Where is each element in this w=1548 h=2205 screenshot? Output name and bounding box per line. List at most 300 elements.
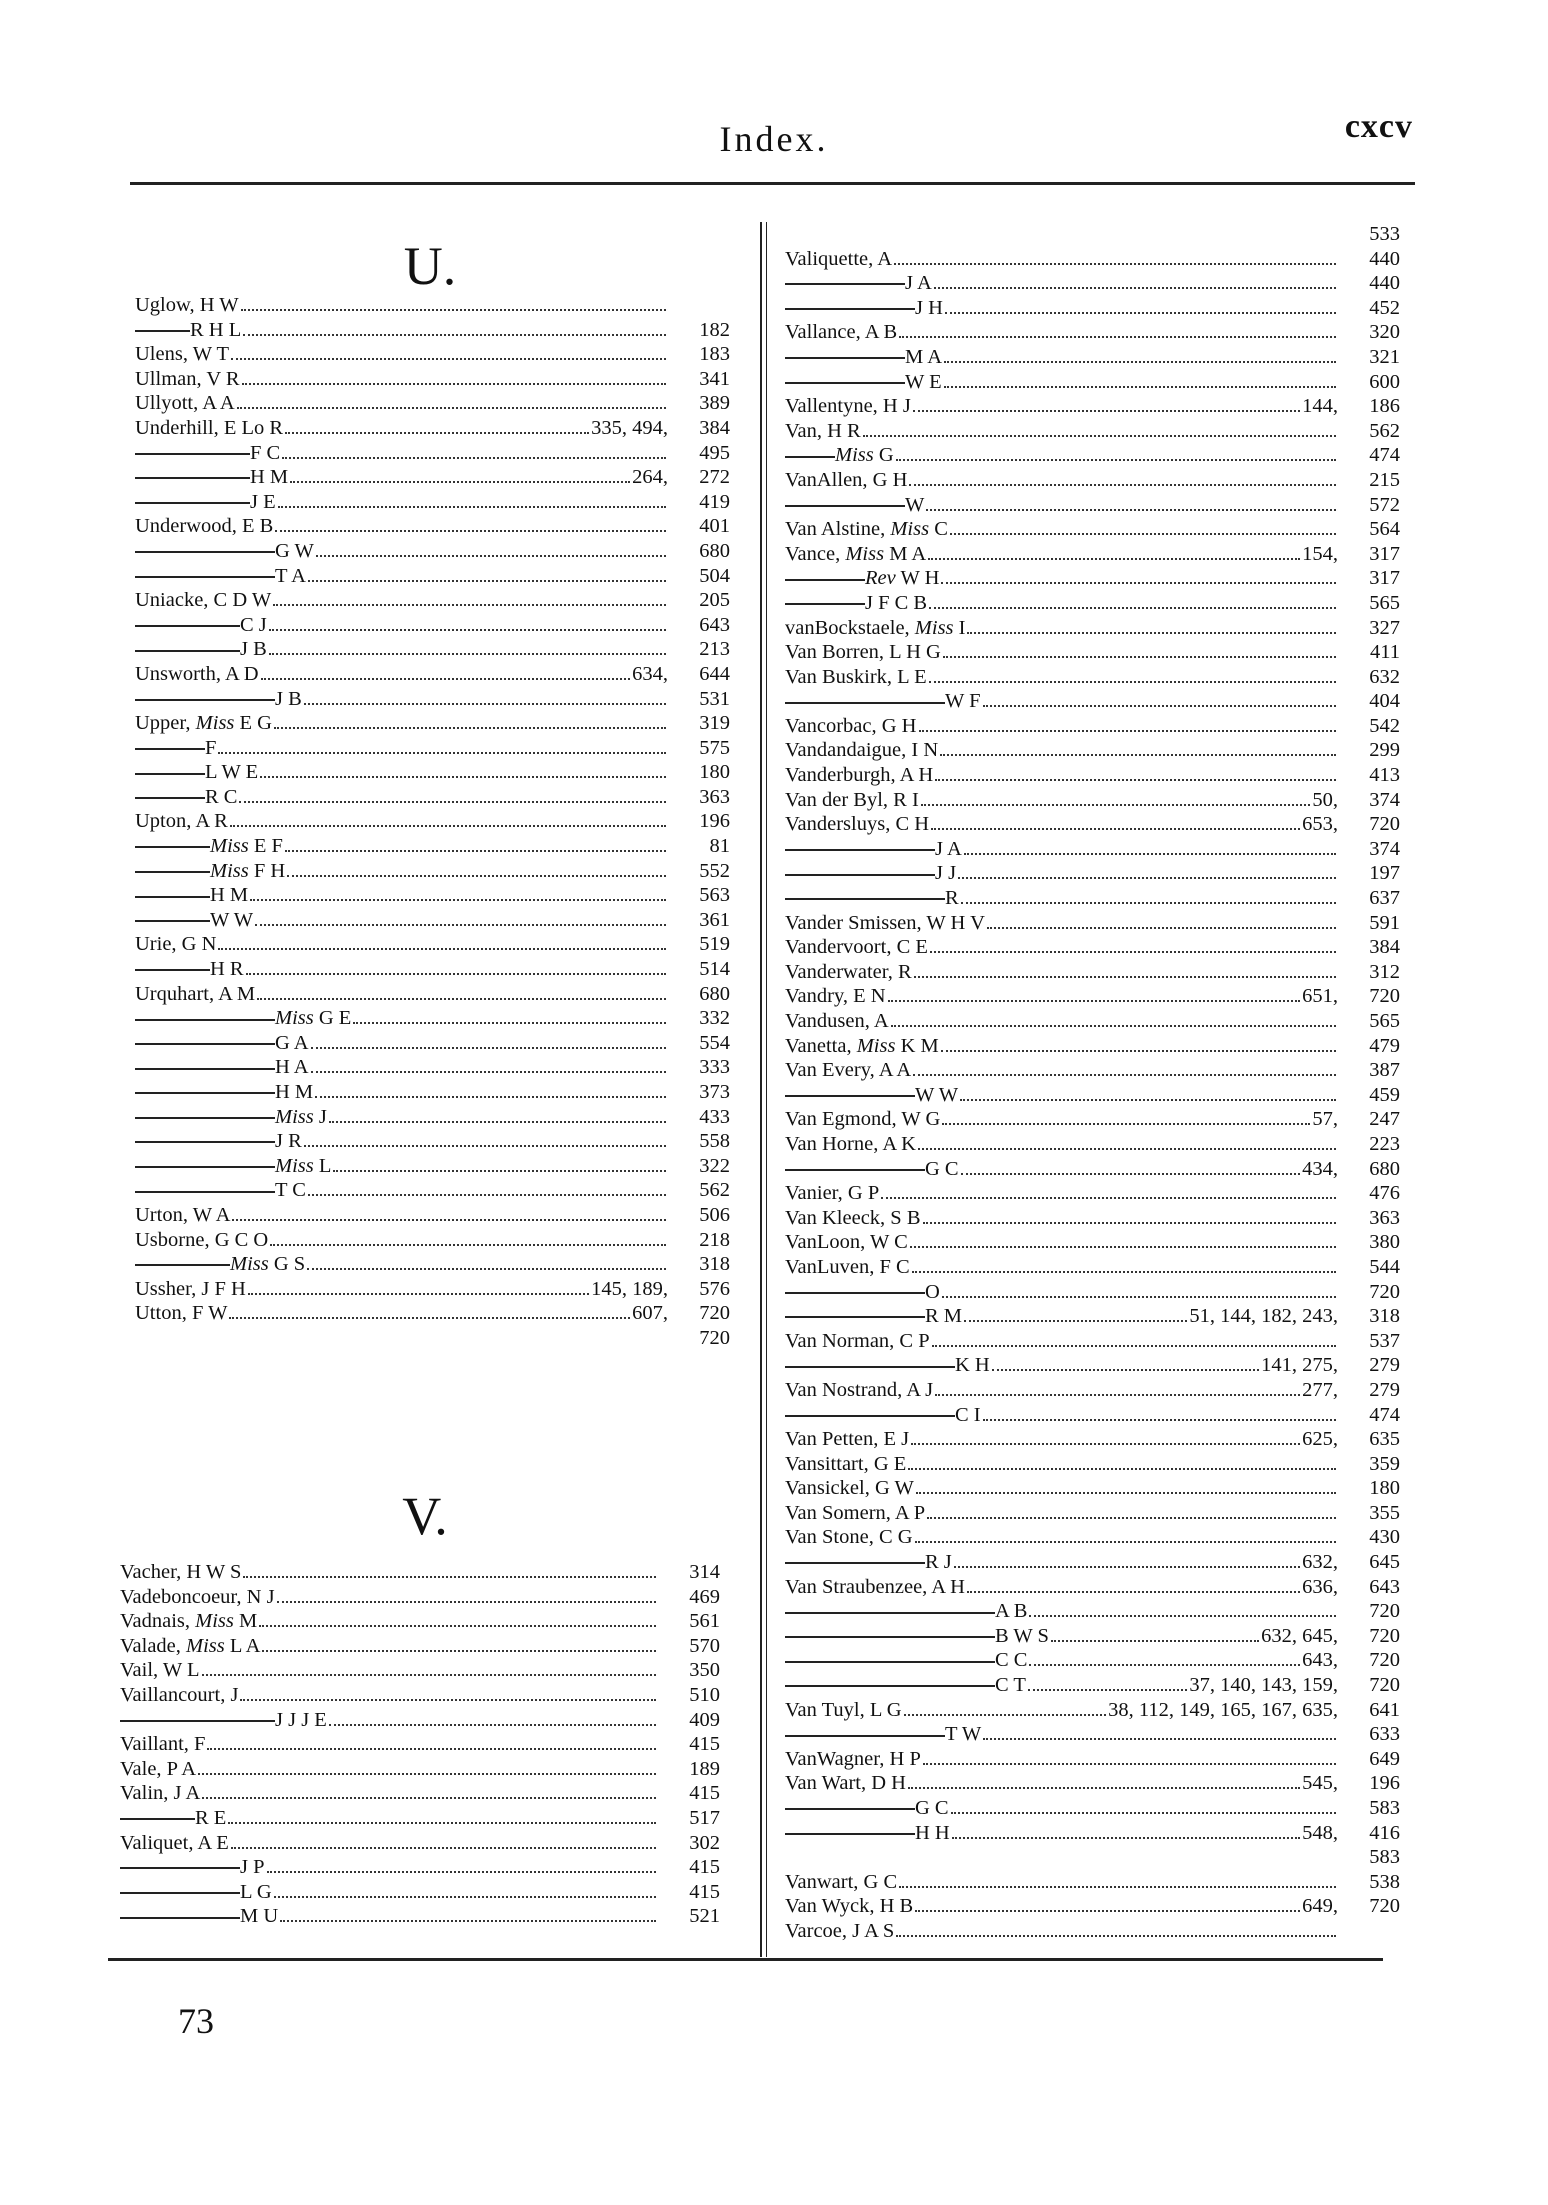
- entry-name: Utton, F W: [135, 1302, 228, 1325]
- ditto-dash: [785, 283, 905, 285]
- leader-dots: [333, 1155, 666, 1172]
- leader-dots: [881, 1182, 1336, 1199]
- leader-dots: [308, 565, 666, 582]
- ditto-dash: [120, 1917, 240, 1919]
- index-entry: [785, 1821, 1400, 1846]
- entry-name: J B: [135, 637, 267, 662]
- entry-name: Van Borren, L H G: [785, 641, 941, 664]
- index-entry: [785, 738, 1400, 763]
- entry-page: 314: [689, 1561, 720, 1583]
- ditto-dash: [785, 505, 905, 507]
- entry-name: Vander Smissen, W H V: [785, 911, 985, 934]
- entry-page: 562: [1369, 419, 1400, 442]
- entry-name: VanWagner, H P: [785, 1747, 921, 1770]
- index-entry: [785, 1673, 1400, 1698]
- leader-dots: [274, 1881, 656, 1898]
- entry-page: 720: [1369, 813, 1400, 836]
- entry-page: 401: [699, 515, 730, 538]
- entry-page: 542: [1369, 714, 1400, 737]
- entry-name: Rev W H: [785, 566, 939, 591]
- entry-name: Urquhart, A M: [135, 982, 256, 1005]
- index-entry: [785, 1648, 1400, 1673]
- entry-page: 183: [699, 343, 730, 366]
- leader-dots: [942, 1281, 1336, 1298]
- index-entry: [135, 1203, 730, 1228]
- index-entry: [120, 1781, 720, 1806]
- leader-dots: [287, 860, 666, 877]
- index-entry: [785, 861, 1400, 886]
- entry-page: 561: [689, 1610, 720, 1633]
- entry-page: 633: [1369, 1723, 1400, 1746]
- entry-name: Van Tuyl, L G: [785, 1698, 902, 1721]
- entry-page: 332: [699, 1007, 730, 1030]
- entry-name: Van Egmond, W G: [785, 1108, 941, 1131]
- entry-name: G C: [785, 1157, 959, 1182]
- entry-name: Uglow, H W: [135, 294, 239, 316]
- ditto-dash: [785, 849, 935, 851]
- entry-refs: 634,: [632, 662, 668, 685]
- entry-name: F: [135, 736, 216, 761]
- index-entry: [120, 1831, 720, 1856]
- entry-name: G W: [135, 539, 314, 564]
- index-entry: [135, 441, 730, 466]
- leader-dots: [202, 1659, 656, 1676]
- entry-page: 495: [699, 441, 730, 464]
- index-entry: [135, 318, 730, 343]
- entry-refs: 57,: [1312, 1108, 1338, 1131]
- index-entry: [785, 1255, 1400, 1280]
- ditto-dash: [785, 357, 905, 359]
- entry-name: Van Wyck, H B: [785, 1895, 914, 1918]
- leader-dots: [307, 1253, 666, 1270]
- index-entry: [785, 493, 1400, 518]
- ditto-dash: [135, 699, 275, 701]
- entry-page: 355: [1369, 1501, 1400, 1524]
- ditto-dash: [135, 1019, 275, 1021]
- index-entry: [785, 1747, 1400, 1772]
- leader-dots: [940, 739, 1336, 756]
- index-entry: [785, 1132, 1400, 1157]
- ditto-dash: [120, 1867, 240, 1869]
- leader-dots: [911, 1428, 1300, 1445]
- index-entry: [135, 293, 730, 318]
- entry-refs: 154,: [1302, 542, 1338, 565]
- index-entry: [785, 1206, 1400, 1231]
- leader-dots: [930, 936, 1336, 953]
- leader-dots: [945, 297, 1336, 314]
- index-entry: [785, 566, 1400, 591]
- entry-page: 333: [699, 1056, 730, 1079]
- entry-page: 680: [699, 982, 730, 1005]
- ditto-dash: [135, 625, 240, 627]
- entry-refs: 649,: [1302, 1895, 1338, 1918]
- entry-name: H H: [785, 1821, 950, 1846]
- entry-page: 565: [1369, 591, 1400, 614]
- index-entry: [785, 1230, 1400, 1255]
- leader-dots: [329, 1709, 656, 1726]
- entry-page: 197: [1369, 862, 1400, 885]
- leader-dots: [987, 912, 1336, 929]
- entry-page: 720: [1369, 1895, 1400, 1918]
- index-entry: [135, 1228, 730, 1253]
- entry-name: Vanier, G P: [785, 1182, 880, 1205]
- entry-page: 558: [699, 1130, 730, 1153]
- leader-dots: [261, 663, 631, 680]
- entry-page: 411: [1370, 641, 1400, 664]
- leader-dots: [1029, 1600, 1336, 1617]
- entry-name: B W S: [785, 1624, 1049, 1649]
- leader-dots: [929, 592, 1336, 609]
- entry-page: 554: [699, 1031, 730, 1054]
- index-entry: [135, 982, 730, 1007]
- entry-page: 374: [1369, 788, 1400, 811]
- entry-name: K H: [785, 1353, 990, 1378]
- entry-refs: 145, 189,: [591, 1277, 668, 1300]
- leader-dots: [267, 1856, 656, 1873]
- entry-page: 359: [1369, 1452, 1400, 1475]
- ditto-dash: [135, 551, 275, 553]
- entry-name: VanAllen, G H: [785, 468, 908, 491]
- entry-name: Van Nostrand, A J: [785, 1378, 934, 1401]
- index-entry: [135, 490, 730, 515]
- leader-dots: [1028, 1674, 1187, 1691]
- leader-dots: [275, 515, 666, 532]
- ditto-dash: [120, 1720, 275, 1722]
- index-entry: [785, 468, 1400, 493]
- leader-dots: [304, 1130, 666, 1147]
- ditto-dash: [785, 1612, 995, 1614]
- entry-page: 361: [699, 908, 730, 931]
- entry-name: Vancorbac, G H: [785, 714, 917, 737]
- entry-name: Van Straubenzee, A H: [785, 1575, 965, 1598]
- leader-dots: [929, 666, 1336, 683]
- entry-name: T W: [785, 1722, 981, 1747]
- entry-page: 415: [689, 1880, 720, 1903]
- leader-dots: [896, 444, 1336, 461]
- entry-name: Vale, P A: [120, 1757, 197, 1780]
- entry-page: 504: [699, 564, 730, 587]
- entry-name: L W E: [135, 760, 258, 785]
- entry-page: 514: [699, 958, 730, 981]
- index-entry: [120, 1806, 720, 1831]
- leader-dots: [274, 712, 666, 729]
- index-entry: [785, 271, 1400, 296]
- index-entry: [135, 687, 730, 712]
- index-entry: [785, 788, 1400, 813]
- index-entry: [135, 588, 730, 613]
- entry-name: F C: [135, 441, 280, 466]
- index-entry: [785, 1599, 1400, 1624]
- entry-name: A B: [785, 1599, 1027, 1624]
- leader-dots: [237, 392, 666, 409]
- index-entry: [785, 1107, 1400, 1132]
- index-entry: [785, 1329, 1400, 1354]
- entry-name: Miss J: [135, 1105, 327, 1130]
- entry-page: 644: [699, 662, 730, 685]
- entry-refs: 277,: [1302, 1378, 1338, 1401]
- leader-dots: [951, 1797, 1336, 1814]
- index-entry: [785, 419, 1400, 444]
- leader-dots: [952, 1822, 1300, 1839]
- leader-dots: [285, 835, 666, 852]
- entry-name: Van Stone, C G: [785, 1526, 913, 1549]
- index-entry: [135, 637, 730, 662]
- entry-page: 430: [1369, 1526, 1400, 1549]
- entry-name: G C: [785, 1796, 949, 1821]
- index-entry: [785, 1181, 1400, 1206]
- leader-dots: [202, 1782, 656, 1799]
- index-entry: [120, 1732, 720, 1757]
- index-entry: [785, 1575, 1400, 1600]
- entry-page: 641: [1369, 1698, 1400, 1721]
- leader-dots: [1029, 1649, 1300, 1666]
- leader-dots: [967, 617, 1336, 634]
- entry-page: 645: [1369, 1551, 1400, 1574]
- index-entry: [785, 1919, 1400, 1944]
- index-entry: [785, 1501, 1400, 1526]
- entry-page: 440: [1369, 247, 1400, 270]
- entry-page: 218: [699, 1228, 730, 1251]
- entry-name: Vadnais, Miss M: [120, 1610, 258, 1633]
- leader-dots: [787, 225, 1336, 240]
- ditto-dash: [785, 1415, 955, 1417]
- entry-page: 506: [699, 1203, 730, 1226]
- index-column-right: [785, 222, 1400, 1944]
- entry-name: Van Horne, A K: [785, 1132, 916, 1155]
- top-rule: [130, 182, 1415, 185]
- entry-page: 474: [1369, 1403, 1400, 1426]
- entry-page: 720: [1369, 1674, 1400, 1697]
- index-entry: [135, 1105, 730, 1130]
- entry-page: 180: [699, 761, 730, 784]
- index-entry: [785, 517, 1400, 542]
- entry-name: Van Buskirk, L E: [785, 665, 927, 688]
- entry-page: 373: [699, 1081, 730, 1103]
- leader-dots: [927, 1502, 1336, 1519]
- ditto-dash: [135, 1043, 275, 1045]
- index-entry: [135, 834, 730, 859]
- entry-name: Vansittart, G E: [785, 1452, 907, 1475]
- entry-page: 452: [1369, 296, 1400, 319]
- index-entry: [135, 1277, 730, 1302]
- entry-page: 213: [699, 638, 730, 661]
- entry-refs: 636,: [1302, 1575, 1338, 1598]
- leader-dots: [950, 518, 1336, 535]
- entry-name: M A: [785, 345, 942, 370]
- entry-refs: 38, 112, 149, 165, 167, 635,: [1108, 1698, 1338, 1721]
- leader-dots: [941, 1035, 1336, 1052]
- index-entry: [135, 711, 730, 736]
- index-entry: [785, 1304, 1400, 1329]
- leader-dots: [913, 1059, 1336, 1076]
- index-entry: [785, 1870, 1400, 1895]
- entry-page: 537: [1369, 1329, 1400, 1352]
- entry-name: Valiquet, A E: [120, 1831, 229, 1854]
- index-entry: [785, 960, 1400, 985]
- ditto-dash: [785, 1292, 925, 1294]
- entry-page: 380: [1369, 1231, 1400, 1254]
- entry-name: R M: [785, 1304, 962, 1329]
- leader-dots: [944, 371, 1336, 388]
- entry-refs: 51, 144, 182, 243,: [1189, 1305, 1338, 1328]
- section-letter-u: U.: [403, 236, 457, 296]
- index-entry: [785, 616, 1400, 641]
- index-entry: [785, 542, 1400, 567]
- index-entry: [785, 1403, 1400, 1428]
- ditto-dash: [785, 1095, 915, 1097]
- entry-page: 415: [689, 1856, 720, 1879]
- entry-name: H M: [135, 1080, 313, 1105]
- leader-dots: [919, 715, 1337, 732]
- entry-page: 180: [1369, 1477, 1400, 1500]
- entry-refs: 651,: [1302, 985, 1338, 1008]
- entry-page: 327: [1369, 616, 1400, 639]
- entry-page: 538: [1369, 1870, 1400, 1893]
- entry-name: Miss L: [135, 1154, 331, 1179]
- entry-name: Ulens, W T: [135, 343, 229, 366]
- index-entry: [785, 665, 1400, 690]
- entry-page: 533: [1369, 223, 1400, 245]
- leader-dots: [304, 688, 666, 705]
- leader-dots: [311, 1032, 666, 1049]
- index-entry: [785, 911, 1400, 936]
- entry-page: 552: [699, 859, 730, 882]
- entry-name: Upper, Miss E G: [135, 712, 272, 735]
- leader-dots: [960, 1084, 1336, 1101]
- index-entry: [785, 345, 1400, 370]
- entry-page: 247: [1369, 1108, 1400, 1131]
- entry-page: 459: [1369, 1083, 1400, 1106]
- index-entry: [135, 416, 730, 441]
- entry-refs: 141, 275,: [1261, 1354, 1338, 1377]
- index-entry: [785, 222, 1400, 247]
- entry-name: J J J E: [120, 1708, 327, 1733]
- entry-page: 404: [1369, 690, 1400, 713]
- entry-refs: 434,: [1302, 1157, 1338, 1180]
- entry-name: Valade, Miss L A: [120, 1634, 261, 1657]
- entry-name: T A: [135, 564, 306, 589]
- index-entry: [785, 812, 1400, 837]
- entry-page: 384: [699, 416, 730, 439]
- leader-dots: [290, 466, 630, 483]
- ditto-dash: [135, 1264, 230, 1266]
- bottom-rule: [108, 1958, 1383, 1961]
- entry-page: 318: [699, 1253, 730, 1276]
- index-entry: [120, 1634, 720, 1659]
- entry-page: 562: [699, 1179, 730, 1202]
- leader-dots: [243, 319, 666, 336]
- index-entry: [135, 1031, 730, 1056]
- page-header-title: Index.: [719, 119, 829, 159]
- entry-page: 186: [1369, 395, 1400, 418]
- leader-dots: [914, 961, 1336, 978]
- leader-dots: [913, 395, 1300, 412]
- ditto-dash: [135, 1068, 275, 1070]
- page-header-numeral: cxcv: [1344, 108, 1413, 145]
- leader-dots: [961, 887, 1336, 904]
- entry-page: 720: [1369, 1624, 1400, 1647]
- index-entry: [785, 1280, 1400, 1305]
- leader-dots: [277, 1586, 656, 1603]
- ditto-dash: [135, 797, 205, 799]
- entry-name: W F: [785, 689, 981, 714]
- index-entry: [785, 1894, 1400, 1919]
- index-entry: [785, 1009, 1400, 1034]
- page-number: 73: [178, 2001, 214, 2041]
- index-entry: [120, 1683, 720, 1708]
- entry-name: M U: [120, 1904, 278, 1929]
- entry-page: 680: [699, 539, 730, 562]
- index-entry: [785, 370, 1400, 395]
- leader-dots: [983, 1404, 1336, 1421]
- leader-dots: [232, 1204, 666, 1221]
- entry-name: H R: [135, 957, 244, 982]
- entry-page: 317: [1369, 542, 1400, 565]
- entry-name: Vacher, H W S: [120, 1561, 242, 1583]
- leader-dots: [269, 614, 666, 631]
- leader-dots: [943, 641, 1336, 658]
- entry-name: Vail, W L: [120, 1659, 200, 1682]
- index-entry: [135, 662, 730, 687]
- section-letter-v: V.: [402, 1486, 448, 1546]
- index-entry: [785, 1698, 1400, 1723]
- entry-name: Vandusen, A: [785, 1010, 889, 1032]
- entry-name: VanLuven, F C: [785, 1255, 910, 1278]
- leader-dots: [896, 1920, 1336, 1937]
- index-entry: [120, 1708, 720, 1733]
- leader-dots: [918, 1133, 1336, 1150]
- leader-dots: [243, 1561, 656, 1578]
- entry-page: 643: [1369, 1575, 1400, 1598]
- entry-name: Miss G E: [135, 1006, 351, 1031]
- leader-dots: [921, 789, 1311, 806]
- leader-dots: [260, 761, 666, 778]
- leader-dots: [278, 491, 666, 508]
- entry-refs: 50,: [1312, 788, 1338, 811]
- index-entry: [120, 1855, 720, 1880]
- entry-page: 322: [699, 1154, 730, 1177]
- entry-name: C J: [135, 613, 267, 638]
- entry-page: 637: [1369, 887, 1400, 910]
- entry-name: W W: [785, 1083, 958, 1108]
- entry-name: R C: [135, 785, 237, 810]
- leader-dots: [259, 1610, 656, 1627]
- leader-dots: [308, 1179, 666, 1196]
- leader-dots: [899, 321, 1336, 338]
- index-entry: [785, 1476, 1400, 1501]
- index-entry: [135, 1129, 730, 1154]
- entry-page: 321: [1369, 345, 1400, 368]
- index-entry: [135, 883, 730, 908]
- entry-name: O: [785, 1280, 940, 1305]
- index-column-v: [120, 1560, 720, 1929]
- entry-name: Unsworth, A D: [135, 662, 259, 685]
- entry-page: 317: [1369, 567, 1400, 590]
- index-entry: [120, 1658, 720, 1683]
- entry-name: J A: [785, 271, 932, 296]
- entry-page: 474: [1369, 444, 1400, 467]
- ditto-dash: [135, 846, 210, 848]
- index-entry: [135, 1080, 730, 1105]
- entry-name: J A: [785, 837, 962, 862]
- entry-page: 389: [699, 392, 730, 415]
- entry-name: Uniacke, C D W: [135, 589, 272, 612]
- leader-dots: [231, 343, 666, 360]
- entry-name: H M: [135, 465, 288, 490]
- leader-dots: [909, 469, 1336, 486]
- leader-dots: [983, 1723, 1336, 1740]
- index-entry: [135, 1154, 730, 1179]
